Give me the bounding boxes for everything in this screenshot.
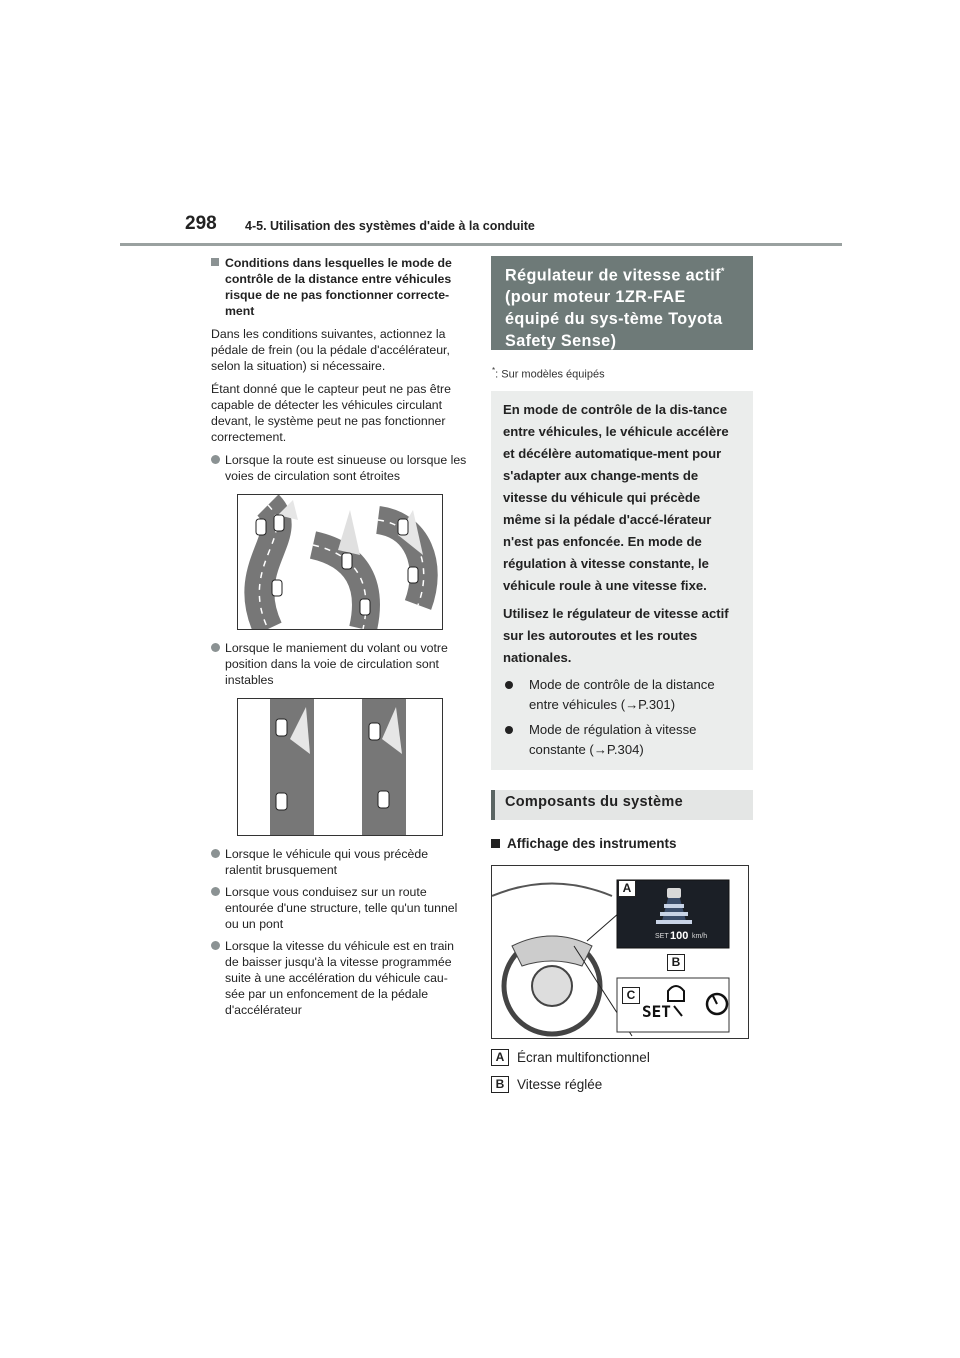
- legend-text: Vitesse réglée: [517, 1076, 603, 1092]
- section-heading: Composants du système: [491, 790, 753, 820]
- bullet-icon: [211, 455, 220, 464]
- page-number: 298: [185, 213, 217, 234]
- bullet-icon: [505, 681, 513, 689]
- callout-c: C: [622, 987, 640, 1004]
- legend-tag: B: [491, 1076, 509, 1093]
- list-item: Lorsque le maniement du volant ou votre position dans la voie de circulation sont instables: [211, 640, 467, 688]
- section-banner: Régulateur de vitesse actif* (pour moteur 1ZR-FAE équipé du sys-tème Toyota Safety Sense): [491, 256, 753, 350]
- paragraph: Dans les conditions suivantes, actionnez la pédale de frein (ou la pédale d'accélérateur, selon la situation) si nécessaire.: [211, 327, 450, 373]
- unstable-steering-illustration: [237, 698, 443, 836]
- display-speed-value: 100: [670, 929, 689, 942]
- callout-a: A: [618, 880, 636, 897]
- square-bullet-icon: [211, 258, 219, 266]
- square-bullet-icon: [491, 839, 500, 848]
- list-item: Lorsque la vitesse du véhicule est en train de baisser jusqu'à la vitesse programmée suite à une accélération du véhicule cau-sée par un enfoncement de la pédale d'accélérateur: [211, 938, 467, 1018]
- header-rule: [120, 243, 842, 246]
- right-column: [491, 256, 753, 1093]
- bullet-icon: [211, 849, 220, 858]
- summary-paragraph: Utilisez le régulateur de vitesse actif sur les autoroutes et les routes nationales.: [503, 605, 729, 665]
- summary-box: [491, 391, 753, 770]
- bullet-icon: [211, 887, 220, 896]
- set-indicator: SET: [642, 1001, 671, 1021]
- summary-paragraph: En mode de contrôle de la dis-tance entre véhicules, le véhicule accélère et décélère automatique-ment pour s'adapter aux change-ments de vitesse du véhicule qui précède même si la pédale d'accé-lérateur n'est pas enfoncée. En mode de régulation à vitesse constante, le véhicule roule à une vitesse fixe.: [503, 401, 729, 593]
- summary-list-item: Mode de contrôle de la distance entre véhicules (→P.301): [503, 675, 741, 715]
- conditions-heading: [211, 255, 467, 319]
- list-item: Lorsque la route est sinueuse ou lorsque les voies de circulation sont étroites: [211, 452, 467, 484]
- paragraph: Étant donné que le capteur peut ne pas être capable de détecter les véhicules circulant devant, le système peut ne pas fonctionner correctement.: [211, 382, 451, 444]
- instrument-panel-illustration: [491, 865, 749, 1039]
- display-set-label: SET: [655, 932, 669, 940]
- chapter-title: 4-5. Utilisation des systèmes d'aide à la conduite: [245, 219, 535, 233]
- list-item: Lorsque le véhicule qui vous précède ralentit brusquement: [211, 846, 467, 878]
- left-column: [211, 255, 467, 1024]
- winding-road-illustration: [237, 494, 443, 630]
- subheading: Affichage des instruments: [491, 836, 753, 851]
- footnote: *: Sur modèles équipés: [492, 366, 605, 381]
- summary-list-item: Mode de régulation à vitesse constante (→P.304): [503, 720, 741, 760]
- legend-tag: A: [491, 1049, 509, 1066]
- bullet-icon: [211, 941, 220, 950]
- callout-b: B: [667, 954, 685, 971]
- list-item: Lorsque vous conduisez sur un route entourée d'une structure, telle qu'un tunnel ou un pont: [211, 884, 467, 932]
- bullet-icon: [505, 726, 513, 734]
- legend-item: [491, 1049, 753, 1066]
- bullet-icon: [211, 643, 220, 652]
- conditions-heading-text: Conditions dans lesquelles le mode de contrôle de la distance entre véhicules risque de ne pas fonctionner correcte-ment: [225, 256, 452, 318]
- legend-text: Écran multifonctionnel: [517, 1049, 650, 1065]
- legend-item: [491, 1076, 753, 1093]
- display-speed-unit: km/h: [692, 932, 708, 940]
